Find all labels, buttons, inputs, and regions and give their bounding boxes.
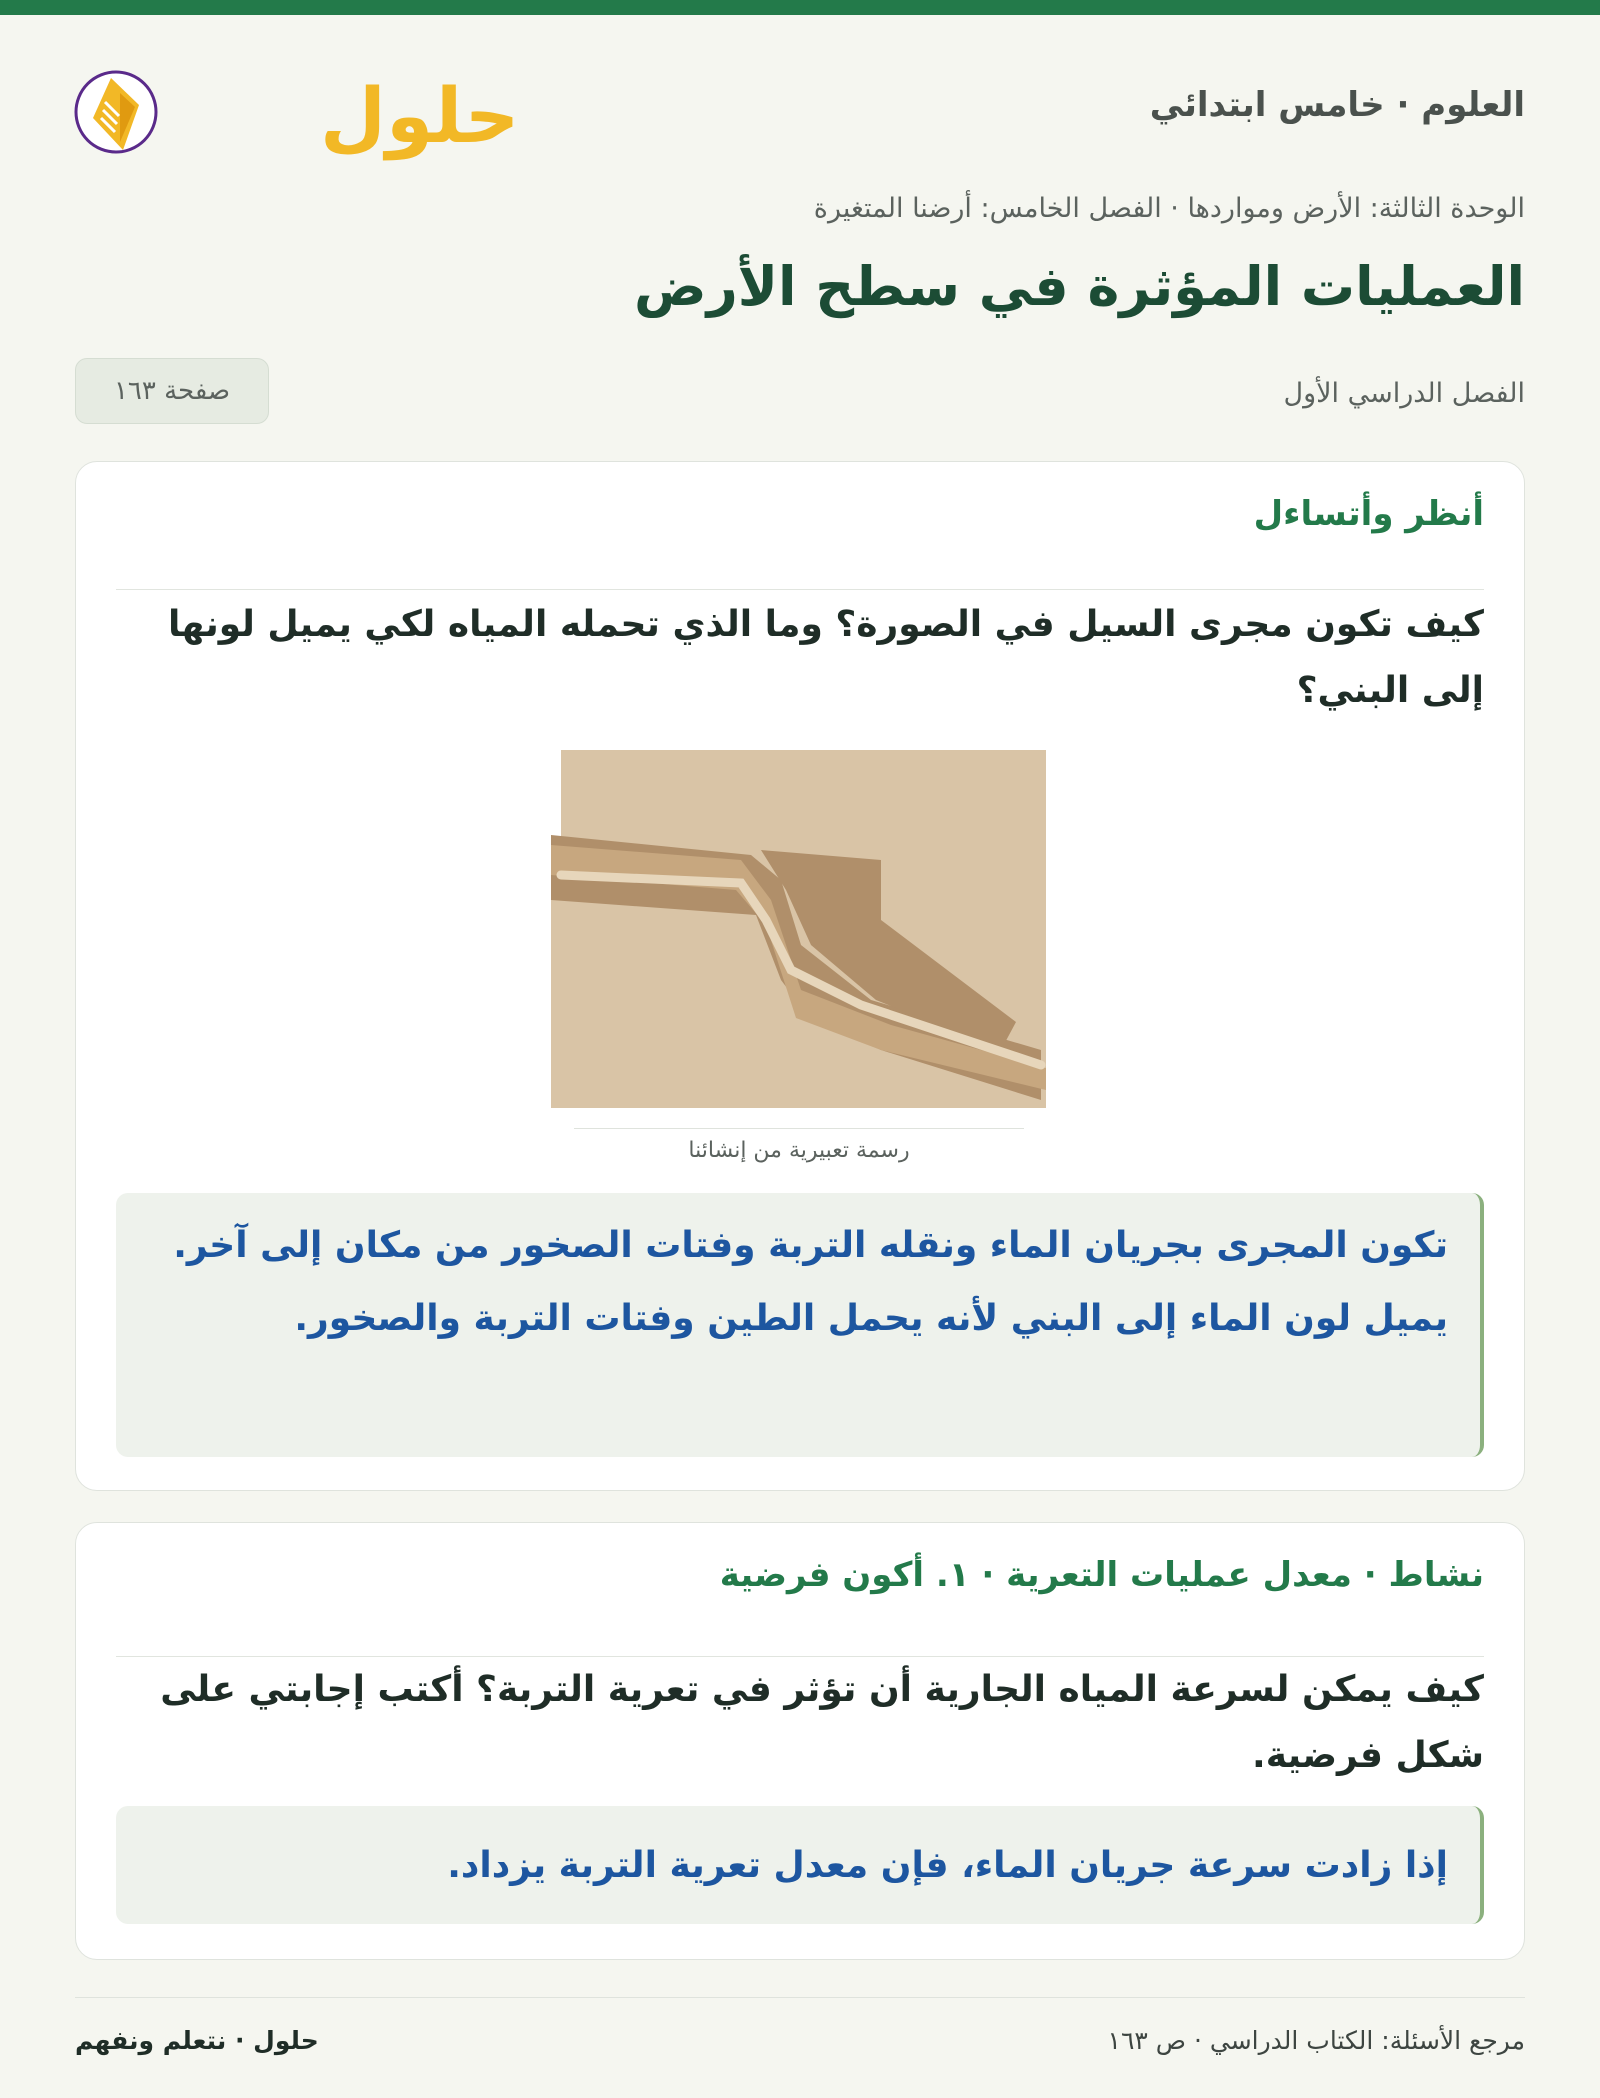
figure-caption: رسمة تعبيرية من إنشائنا [688, 1138, 910, 1163]
look-and-wonder-card [75, 461, 1525, 1491]
activity-card [75, 1522, 1525, 1960]
caption-divider [574, 1128, 1024, 1129]
page-number-badge: صفحة ١٦٣ [75, 358, 269, 424]
question-text: كيف يمكن لسرعة المياه الجارية أن تؤثر في تعرية التربة؟ أكتب إجابتي على شكل فرضية. [160, 1669, 1484, 1776]
term-label: الفصل الدراسي الأول [1283, 378, 1525, 409]
top-accent-bar [0, 0, 1600, 15]
footer-reference: مرجع الأسئلة: الكتاب الدراسي · ص ١٦٣ [1107, 2026, 1525, 2055]
question-text: كيف تكون مجرى السيل في الصورة؟ وما الذي تحمله المياه لكي يميل لونها إلى البني؟ [167, 604, 1484, 711]
answer-text: إذا زادت سرعة جريان الماء، فإن معدل تعرية التربة يزداد. [447, 1844, 1448, 1886]
subject-label: العلوم · خامس ابتدائي [1149, 85, 1525, 125]
page-title: العمليات المؤثرة في سطح الأرض [634, 255, 1525, 318]
footer-brand: حلول · نتعلم ونفهم [75, 2026, 319, 2055]
page-header [75, 50, 1525, 165]
answer-box: تكون المجرى بجريان الماء ونقله التربة وفتات الصخور من مكان إلى آخر. يميل لون الماء إلى البني لأنه يحمل الطين وفتات التربة والصخور. [116, 1193, 1484, 1457]
card-heading: أنظر وأتساءل [116, 494, 1484, 590]
breadcrumb: الوحدة الثالثة: الأرض ومواردها · الفصل الخامس: أرضنا المتغيرة [813, 193, 1525, 224]
brand-logo [75, 50, 520, 165]
answer-box [116, 1806, 1484, 1924]
footer-divider [75, 1997, 1525, 1998]
riverbed-illustration [561, 750, 1046, 1108]
card-heading: نشاط · معدل عمليات التعرية · ١. أكون فرضية [116, 1555, 1484, 1657]
logo-wordmark: حلول [320, 71, 520, 160]
